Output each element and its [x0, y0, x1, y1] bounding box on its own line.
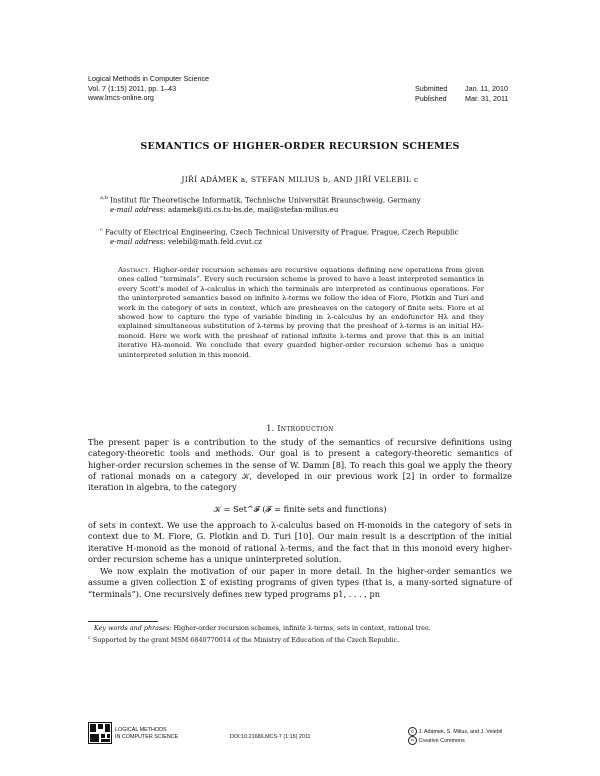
creative-commons-icon: cc [408, 736, 417, 745]
journal-header [88, 74, 209, 103]
paper-title: SEMANTICS OF HIGHER-ORDER RECURSION SCHEMES [140, 141, 460, 152]
abstract-text: Higher-order recursion schemes are recursive equations defining new operations from given ones called “terminals”. Every such recursion scheme is proved to have a least interpreted semantics in every Scott’s model of λ-calculus in which the terminals are interpreted as continuous operations. For the uninterpreted semantics based on infinite λ-terms we follow the idea of Fiore, Plotkin and Turi and work in the category of sets in context, which are presheaves on the category of finite sets. Fiore et al showed how to capture the type of variable binding in λ-calculus by an endofunctor Hλ and they explained simultaneous substitution of λ-terms by proving that the presheaf of λ-terms is an initial Hλ-monoid. Here we work with the presheaf of rational infinite λ-terms and prove that this is an initial iterative Hλ-monoid. We conclude that every guarded higher-order recursion scheme has a unique uninterpreted solution in this monoid. [118, 266, 484, 359]
logo-text-line1: LOGICAL METHODS [115, 727, 167, 733]
journal-url[interactable]: www.lmcs-online.org [88, 93, 154, 102]
submitted-label: Submitted [415, 84, 448, 93]
footnote-keywords [88, 624, 518, 633]
submitted-date: Jan. 11, 2010 [465, 84, 509, 93]
lmcs-logo-text [115, 727, 178, 740]
email-label: e-mail address [110, 204, 164, 214]
body-paragraph-2: of sets in context. We use the approach to λ-calculus based on H-monoids in the category of sets in context due to M. Fiore, G. Plotkin and D. Turi [10]. Our main result is a description of the initial iterative H-monoid as the monoid of rational λ-terms, and the fact that in this monoid every higher-order recursion scheme has a unique uninterpreted solution. [88, 520, 512, 564]
copyright-icon: © [408, 727, 417, 736]
email-label: e-mail address [110, 236, 164, 246]
copyright-block [408, 727, 502, 745]
support-text: Supported by the grant MSM 6840770014 of the Ministry of Education of the Czech Republic. [92, 636, 400, 645]
abstract-label: Abstract. [118, 266, 151, 274]
published-date: Mar. 31, 2011 [465, 93, 509, 103]
copyright-authors: J. Adámek, S. Milius, and J. Velebil [418, 728, 503, 735]
logo-text-line2: IN COMPUTER SCIENCE [115, 733, 179, 740]
abstract [118, 266, 484, 360]
creative-commons-label[interactable]: Creative Commons [418, 737, 465, 744]
affiliation-institution: Institut für Theoretische Informatik, Technische Universität Braunschweig, Germany [110, 195, 421, 205]
affiliation-marker: a,b [100, 195, 108, 201]
doi[interactable]: DOI:10.2168/LMCS-7 (1:15) 2011 [230, 734, 311, 740]
affiliation-institution: Faculty of Electrical Engineering, Czech Technical University of Prague, Prague, Czech Republic [105, 227, 459, 237]
journal-volume: Vol. 7 (1:15) 2011, pp. 1–43 [88, 83, 177, 93]
lmcs-logo-icon [88, 722, 112, 744]
journal-name: Logical Methods in Computer Science [88, 74, 210, 83]
display-equation: 𝒦 = Set^𝓕 (𝓕 = finite sets and functions) [213, 504, 387, 514]
body-paragraph-1: The present paper is a contribution to the study of the semantics of recursive definitions using category-theoretic tools and methods. Our goal is to present a category-theoretic semantics of higher-order recursion schemes in the sense of W. Damm [8]. To reach this goal we apply the theory of rational monads on a category 𝒦, developed in our previous work [2] in order to formalize iteration in algebra, to the category [88, 437, 512, 493]
email-address[interactable]: : velebil@math.feld.cvut.cz [163, 236, 262, 246]
lmcs-logo [88, 722, 112, 749]
footnote-rule [88, 621, 158, 622]
affiliation-c [100, 226, 512, 247]
dates-block [415, 84, 508, 103]
paper-authors: JIŘÍ ADÁMEK a, STEFAN MILIUS b, AND JIŘÍ VELEBIL c [181, 175, 419, 184]
footnote-marker: c [88, 635, 91, 641]
section-heading: 1. Introduction [266, 424, 334, 433]
footnote-support [88, 634, 512, 646]
published-label: Published [415, 93, 447, 103]
affiliation-ab [100, 194, 512, 215]
body-paragraph-3: We now explain the motivation of our paper in more detail. In the higher-order semantics we assume a given collection Σ of existing programs of given types (that is, a many-sorted signature of “terminals”). One recursively defines new typed programs p1, . . . , pn [88, 566, 512, 599]
email-address[interactable]: : adamek@iti.cs.tu-bs.de, mail@stefan-milius.eu [163, 204, 339, 214]
keywords-text: Higher-order recursion schemes, infinite λ-terms, sets in context, rational tree. [173, 624, 431, 632]
keywords-label: Key words and phrases: [94, 624, 172, 632]
affiliation-marker: c [100, 227, 103, 233]
